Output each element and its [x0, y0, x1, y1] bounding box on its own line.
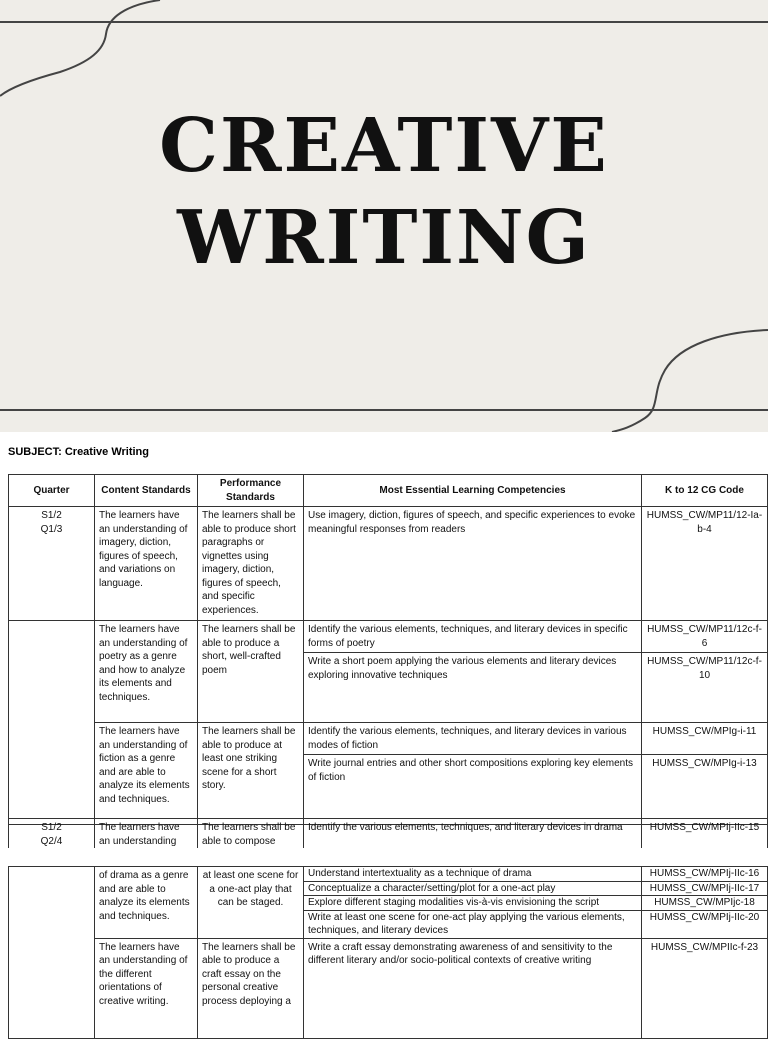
table-row [9, 723, 768, 755]
cg-code-cell: HUMSS_CW/MPIIc-f-23 [642, 938, 768, 1038]
table-row [9, 938, 768, 1038]
melc-cell: Write journal entries and other short compositions exploring key elements of fiction [304, 755, 642, 825]
quarter-cell-empty [9, 621, 95, 825]
curriculum-table-page-1-tail [8, 818, 768, 851]
curriculum-table-page-1 [8, 474, 768, 825]
cg-code-cell: HUMSS_CW/MP11/12c-f-6 [642, 621, 768, 653]
melc-cell: Write at least one scene for one-act play applying the various elements, techniques, and literary devices [304, 910, 642, 938]
table-header-row [9, 475, 768, 507]
content-standard-cell: The learners have an understanding of imagery, diction, figures of speech, and variations on language. [95, 507, 198, 621]
content-standard-cell: The learners have an understanding of poetry as a genre and how to analyze its elements and techniques. [95, 621, 198, 723]
melc-cell: Identify the various elements, techniques, and literary devices in drama [304, 819, 642, 851]
bottom-right-curve [612, 330, 768, 432]
performance-standard-cell: at least one scene for a one-act play that can be staged. [198, 867, 304, 939]
content-standard-cell: The learners have an understanding [95, 819, 198, 851]
cg-code-cell: HUMSS_CW/MPIj-IIc-17 [642, 881, 768, 896]
table-row [9, 819, 768, 851]
cg-code-cell: HUMSS_CW/MP11/12c-f-10 [642, 653, 768, 723]
content-standard-cell: The learners have an understanding of fiction as a genre and are able to analyze its elements and techniques. [95, 723, 198, 825]
quarter-cell: S1/2 Q2/4 [9, 819, 95, 851]
content-standard-cell: The learners have an understanding of the different orientations of creative writing. [95, 938, 198, 1038]
subject-label: SUBJECT: Creative Writing [8, 446, 149, 458]
header-cg-code: K to 12 CG Code [642, 475, 768, 507]
quarter-cell-empty [9, 867, 95, 1039]
melc-cell: Identify the various elements, techniques, and literary devices in specific forms of poetry [304, 621, 642, 653]
cg-code-cell: HUMSS_CW/MPIg-i-13 [642, 755, 768, 825]
melc-cell: Write a craft essay demonstrating awareness of and sensitivity to the different literary and/or socio-political contexts of creative writing [304, 938, 642, 1038]
table-row [9, 867, 768, 882]
melc-cell: Understand intertextuality as a technique of drama [304, 867, 642, 882]
melc-cell: Identify the various elements, techniques, and literary devices in various modes of fiction [304, 723, 642, 755]
cg-code-cell: HUMSS_CW/MPIjc-18 [642, 896, 768, 911]
melc-cell: Explore different staging modalities vis-à-vis envisioning the script [304, 896, 642, 911]
melc-cell: Write a short poem applying the various elements and literary devices exploring innovative techniques [304, 653, 642, 723]
table-row [9, 507, 768, 621]
quarter-cell: S1/2 Q1/3 [9, 507, 95, 621]
cg-code-cell: HUMSS_CW/MPIj-IIc-20 [642, 910, 768, 938]
cover-banner [0, 0, 768, 432]
performance-standard-cell: The learners shall be able to produce short paragraphs or vignettes using imagery, diction, figures of speech, and specific experiences. [198, 507, 304, 621]
content-standard-cell: of drama as a genre and are able to analyze its elements and techniques. [95, 867, 198, 939]
cg-code-cell: HUMSS_CW/MPIg-i-11 [642, 723, 768, 755]
performance-standard-cell: The learners shall be able to produce at least one striking scene for a short story. [198, 723, 304, 825]
cg-code-cell: HUMSS_CW/MP11/12-Ia-b-4 [642, 507, 768, 621]
curriculum-table-page-2 [8, 866, 768, 1039]
title-line-1: CREATIVE [159, 103, 609, 189]
top-left-curve [0, 0, 160, 96]
performance-standard-cell: The learners shall be able to produce a craft essay on the personal creative process deploying a [198, 938, 304, 1038]
table-row [9, 621, 768, 653]
cg-code-cell: HUMSS_CW/MPIj-IIc-16 [642, 867, 768, 882]
page-gap [0, 848, 768, 866]
header-performance-standards: Performance Standards [198, 475, 304, 507]
cg-code-cell: HUMSS_CW/MPIj-IIc-15 [642, 819, 768, 851]
title-line-2: WRITING [177, 195, 591, 281]
header-quarter: Quarter [9, 475, 95, 507]
header-melc: Most Essential Learning Competencies [304, 475, 642, 507]
performance-standard-cell: The learners shall be able to produce a short, well-crafted poem [198, 621, 304, 723]
melc-cell: Use imagery, diction, figures of speech, and specific experiences to evoke meaningful responses from readers [304, 507, 642, 621]
page-title [0, 100, 768, 284]
header-content-standards: Content Standards [95, 475, 198, 507]
melc-cell: Conceptualize a character/setting/plot for a one-act play [304, 881, 642, 896]
performance-standard-cell: The learners shall be able to compose [198, 819, 304, 851]
